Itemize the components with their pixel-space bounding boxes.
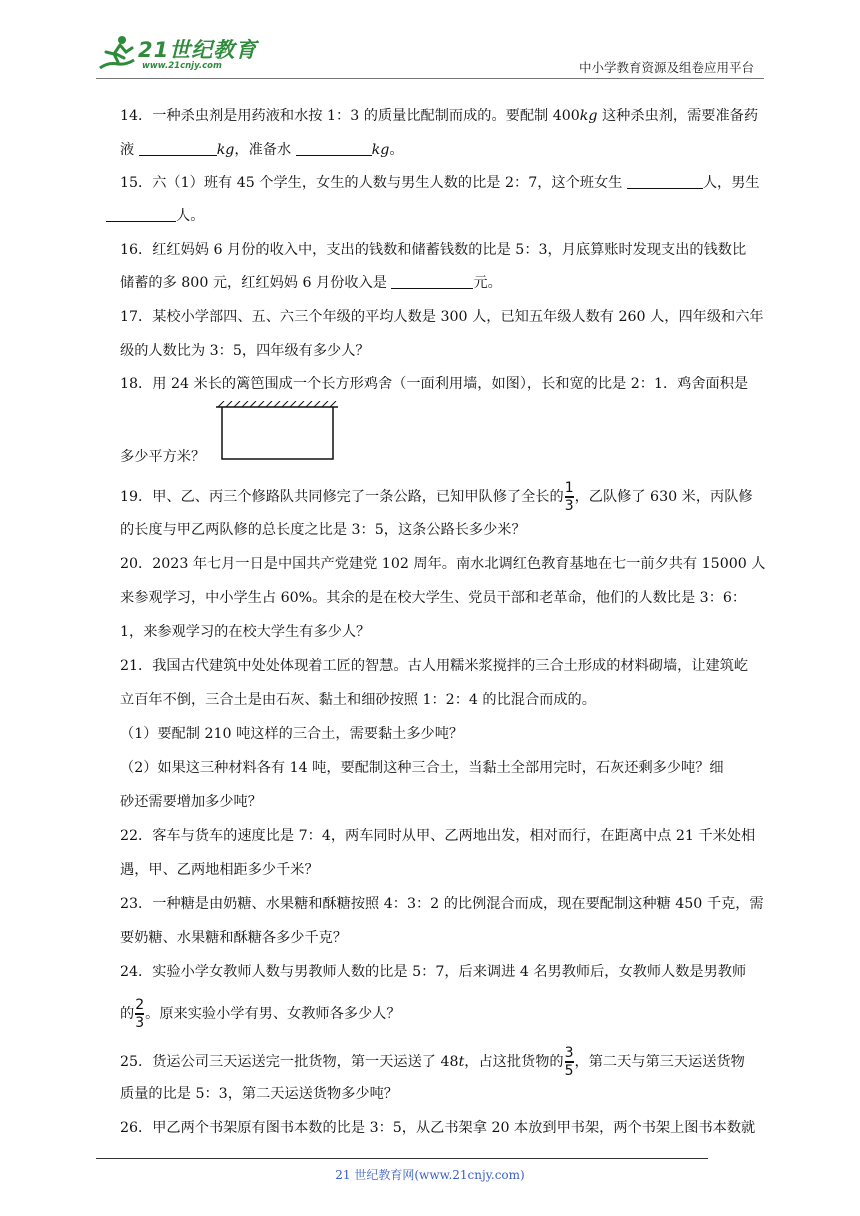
q19-frac-numerator: 1 <box>564 480 574 496</box>
q25-text2: 质量的比是 5：3，第二天运送货物多少吨？ <box>120 1086 398 1102</box>
q14-unit-a: kg <box>216 142 235 158</box>
q14-unit: kg <box>579 108 598 124</box>
q14-text4: 。 <box>389 142 404 158</box>
logo-text: 21世纪教育 <box>138 38 258 62</box>
q21-text2: 立百年不倒，三合土是由石灰、黏土和细砂按照 1：2：4 的比混合而成的。 <box>120 692 596 708</box>
q23-text2: 要奶糖、水果糖和酥糖各多少千克？ <box>120 930 348 946</box>
q21-sub1-text: （1）要配制 210 吨这样的三合土，需要黏土多少吨？ <box>120 726 464 742</box>
q22-text2: 遇，甲、乙两地相距多少千米？ <box>120 862 319 878</box>
q14-line2 <box>120 140 404 160</box>
platform-title: 中小学教育资源及组卷应用平台 <box>578 60 754 75</box>
q14-text3: ，准备水 <box>234 142 296 158</box>
q18-line2 <box>120 447 205 467</box>
q25-frac-numerator: 3 <box>564 1045 574 1061</box>
q24-line2 <box>120 998 401 1030</box>
q16-line2 <box>120 273 502 293</box>
q23-line2 <box>120 928 347 948</box>
q19-text: 19．甲、乙、丙三个修路队共同修完了一条公路，已知甲队修了全长的 <box>120 488 564 505</box>
q25-line1 <box>120 1046 745 1078</box>
q14-text-end: 这种杀虫剂，需要准备药 <box>597 108 759 124</box>
q23-line1 <box>120 894 764 914</box>
q16-text: 16．红红妈妈 6 月份的收入中，支出的钱数和储蓄钱数的比是 5：3，月底算账时发现支出的钱数比 <box>120 242 747 258</box>
runner-logo-icon <box>96 32 140 76</box>
q24-line1 <box>120 962 746 982</box>
q17-line2 <box>120 341 370 361</box>
q17-line1 <box>120 307 764 327</box>
q25-fraction <box>565 1046 574 1078</box>
q20-text: 20．2023 年七月一日是中国共产党建党 102 周年。南水北调红色教育基地在七一前夕共有 15000 人 <box>120 556 766 572</box>
q15-text-end: 人，男生 <box>702 175 760 191</box>
q22-line2 <box>120 860 319 880</box>
q24-fraction <box>135 998 144 1030</box>
q15-blank-boys[interactable] <box>106 207 176 222</box>
q26-text: 26．甲乙两个书架原有图书本数的比是 3：5，从乙书架拿 20 本放到甲书架，两个书架上图书本数就 <box>120 1120 756 1136</box>
q19-line2 <box>120 520 526 540</box>
q25-text: 25．货运公司三天运送完一批货物，第一天运送了 48 <box>120 1053 459 1070</box>
q16-text-end: 元。 <box>473 275 502 291</box>
q20-line3 <box>120 622 370 642</box>
q26-line1 <box>120 1118 755 1138</box>
q24-frac-numerator: 2 <box>135 997 145 1013</box>
q19-text2: 的长度与甲乙两队修的总长度之比是 3：5，这条公路长多少米？ <box>120 522 526 538</box>
q16-line1 <box>120 240 746 260</box>
chicken-coop-diagram <box>216 401 338 461</box>
q21-sub1 <box>120 724 463 744</box>
q19-text-end: ，乙队修了 630 米，丙队修 <box>574 488 753 505</box>
q18-line1 <box>120 374 748 394</box>
q24-text: 24．实验小学女教师人数与男教师人数的比是 5：7，后来调进 4 名男教师后，女教师人数是男教师 <box>120 964 747 980</box>
q24-text2: 的 <box>120 1005 135 1022</box>
q23-text: 23．一种糖是由奶糖、水果糖和酥糖按照 4：3：2 的比例混合而成，现在要配制这种糖 450 千克，需 <box>120 896 764 912</box>
q21-sub2-line2 <box>120 792 262 812</box>
q17-text: 17．某校小学部四、五、六三个年级的平均人数是 300 人，已知五年级人数有 260 人，四年级和六年 <box>120 309 764 325</box>
q25-line2 <box>120 1084 398 1104</box>
q25-text-end: ，第二天与第三天运送货物 <box>574 1053 745 1070</box>
q25-text-mid: ，占这批货物的 <box>464 1053 564 1070</box>
q15-text: 15．六（1）班有 45 个学生，女生的人数与男生人数的比是 2：7，这个班女生 <box>120 175 627 191</box>
q14-unit-b: kg <box>371 142 390 158</box>
q20-line2 <box>120 588 746 608</box>
q22-text: 22．客车与货车的速度比是 7：4，两车同时从甲、乙两地出发，相对而行，在距离中点 21 千米处相 <box>120 828 756 844</box>
q16-blank-income[interactable] <box>391 274 473 289</box>
q15-blank-girls[interactable] <box>627 174 703 189</box>
q21-line2 <box>120 690 596 710</box>
q20-text3: 1，来参观学习的在校大学生有多少人？ <box>120 624 371 640</box>
q24-frac-denominator: 3 <box>135 1014 145 1031</box>
q16-text2: 储蓄的多 800 元，红红妈妈 6 月份收入是 <box>120 275 392 291</box>
q18-text2: 多少平方米？ <box>120 449 206 465</box>
q20-line1 <box>120 554 766 574</box>
q21-text: 21．我国古代建筑中处处体现着工匠的智慧。古人用糯米浆搅拌的三合土形成的材料砌墙，让建筑屹 <box>120 658 749 674</box>
footer-divider <box>96 1158 708 1159</box>
q19-line1 <box>120 481 753 513</box>
q25-unit: t <box>458 1053 465 1070</box>
q25-frac-denominator: 5 <box>564 1062 574 1079</box>
q17-text2: 级的人数比为 3：5，四年级有多少人？ <box>120 343 370 359</box>
q21-sub2-text2: 砂还需要增加多少吨？ <box>120 794 262 810</box>
footer-link[interactable]: 21 世纪教育网(www.21cnjy.com) <box>335 1168 525 1182</box>
q18-text: 18．用 24 米长的篱笆围成一个长方形鸡舍（一面利用墙，如图），长和宽的比是 2：1．鸡舍面积是 <box>120 376 749 392</box>
q14-text: 14．一种杀虫剂是用药液和水按 1：3 的质量比配制而成的。要配制 400 <box>120 108 580 124</box>
q15-line1 <box>120 173 760 193</box>
q20-text2: 来参观学习，中小学生占 60%。其余的是在校大学生、党员干部和老革命，他们的人数比是 3：6： <box>120 590 747 606</box>
q14-text2: 液 <box>120 142 139 158</box>
q24-text3: 。原来实验小学有男、女教师各多少人？ <box>145 1005 401 1022</box>
logo <box>96 32 271 76</box>
header-divider <box>96 78 764 79</box>
q21-line1 <box>120 656 748 676</box>
q21-sub2 <box>120 758 724 778</box>
q14-line1 <box>120 106 758 126</box>
logo-url: www.21cnjy.com <box>142 61 222 71</box>
q15-text2: 人。 <box>176 208 205 224</box>
q19-fraction <box>565 481 574 513</box>
q22-line1 <box>120 826 755 846</box>
q19-frac-denominator: 3 <box>564 497 574 514</box>
q14-blank-medicine[interactable] <box>139 141 217 156</box>
page-header <box>96 28 764 80</box>
q14-blank-water[interactable] <box>296 141 372 156</box>
q21-sub2-text: （2）如果这三种材料各有 14 吨，要配制这种三合土，当黏土全部用完时，石灰还剩多少吨？细 <box>120 760 724 776</box>
q15-line2 <box>106 206 204 226</box>
